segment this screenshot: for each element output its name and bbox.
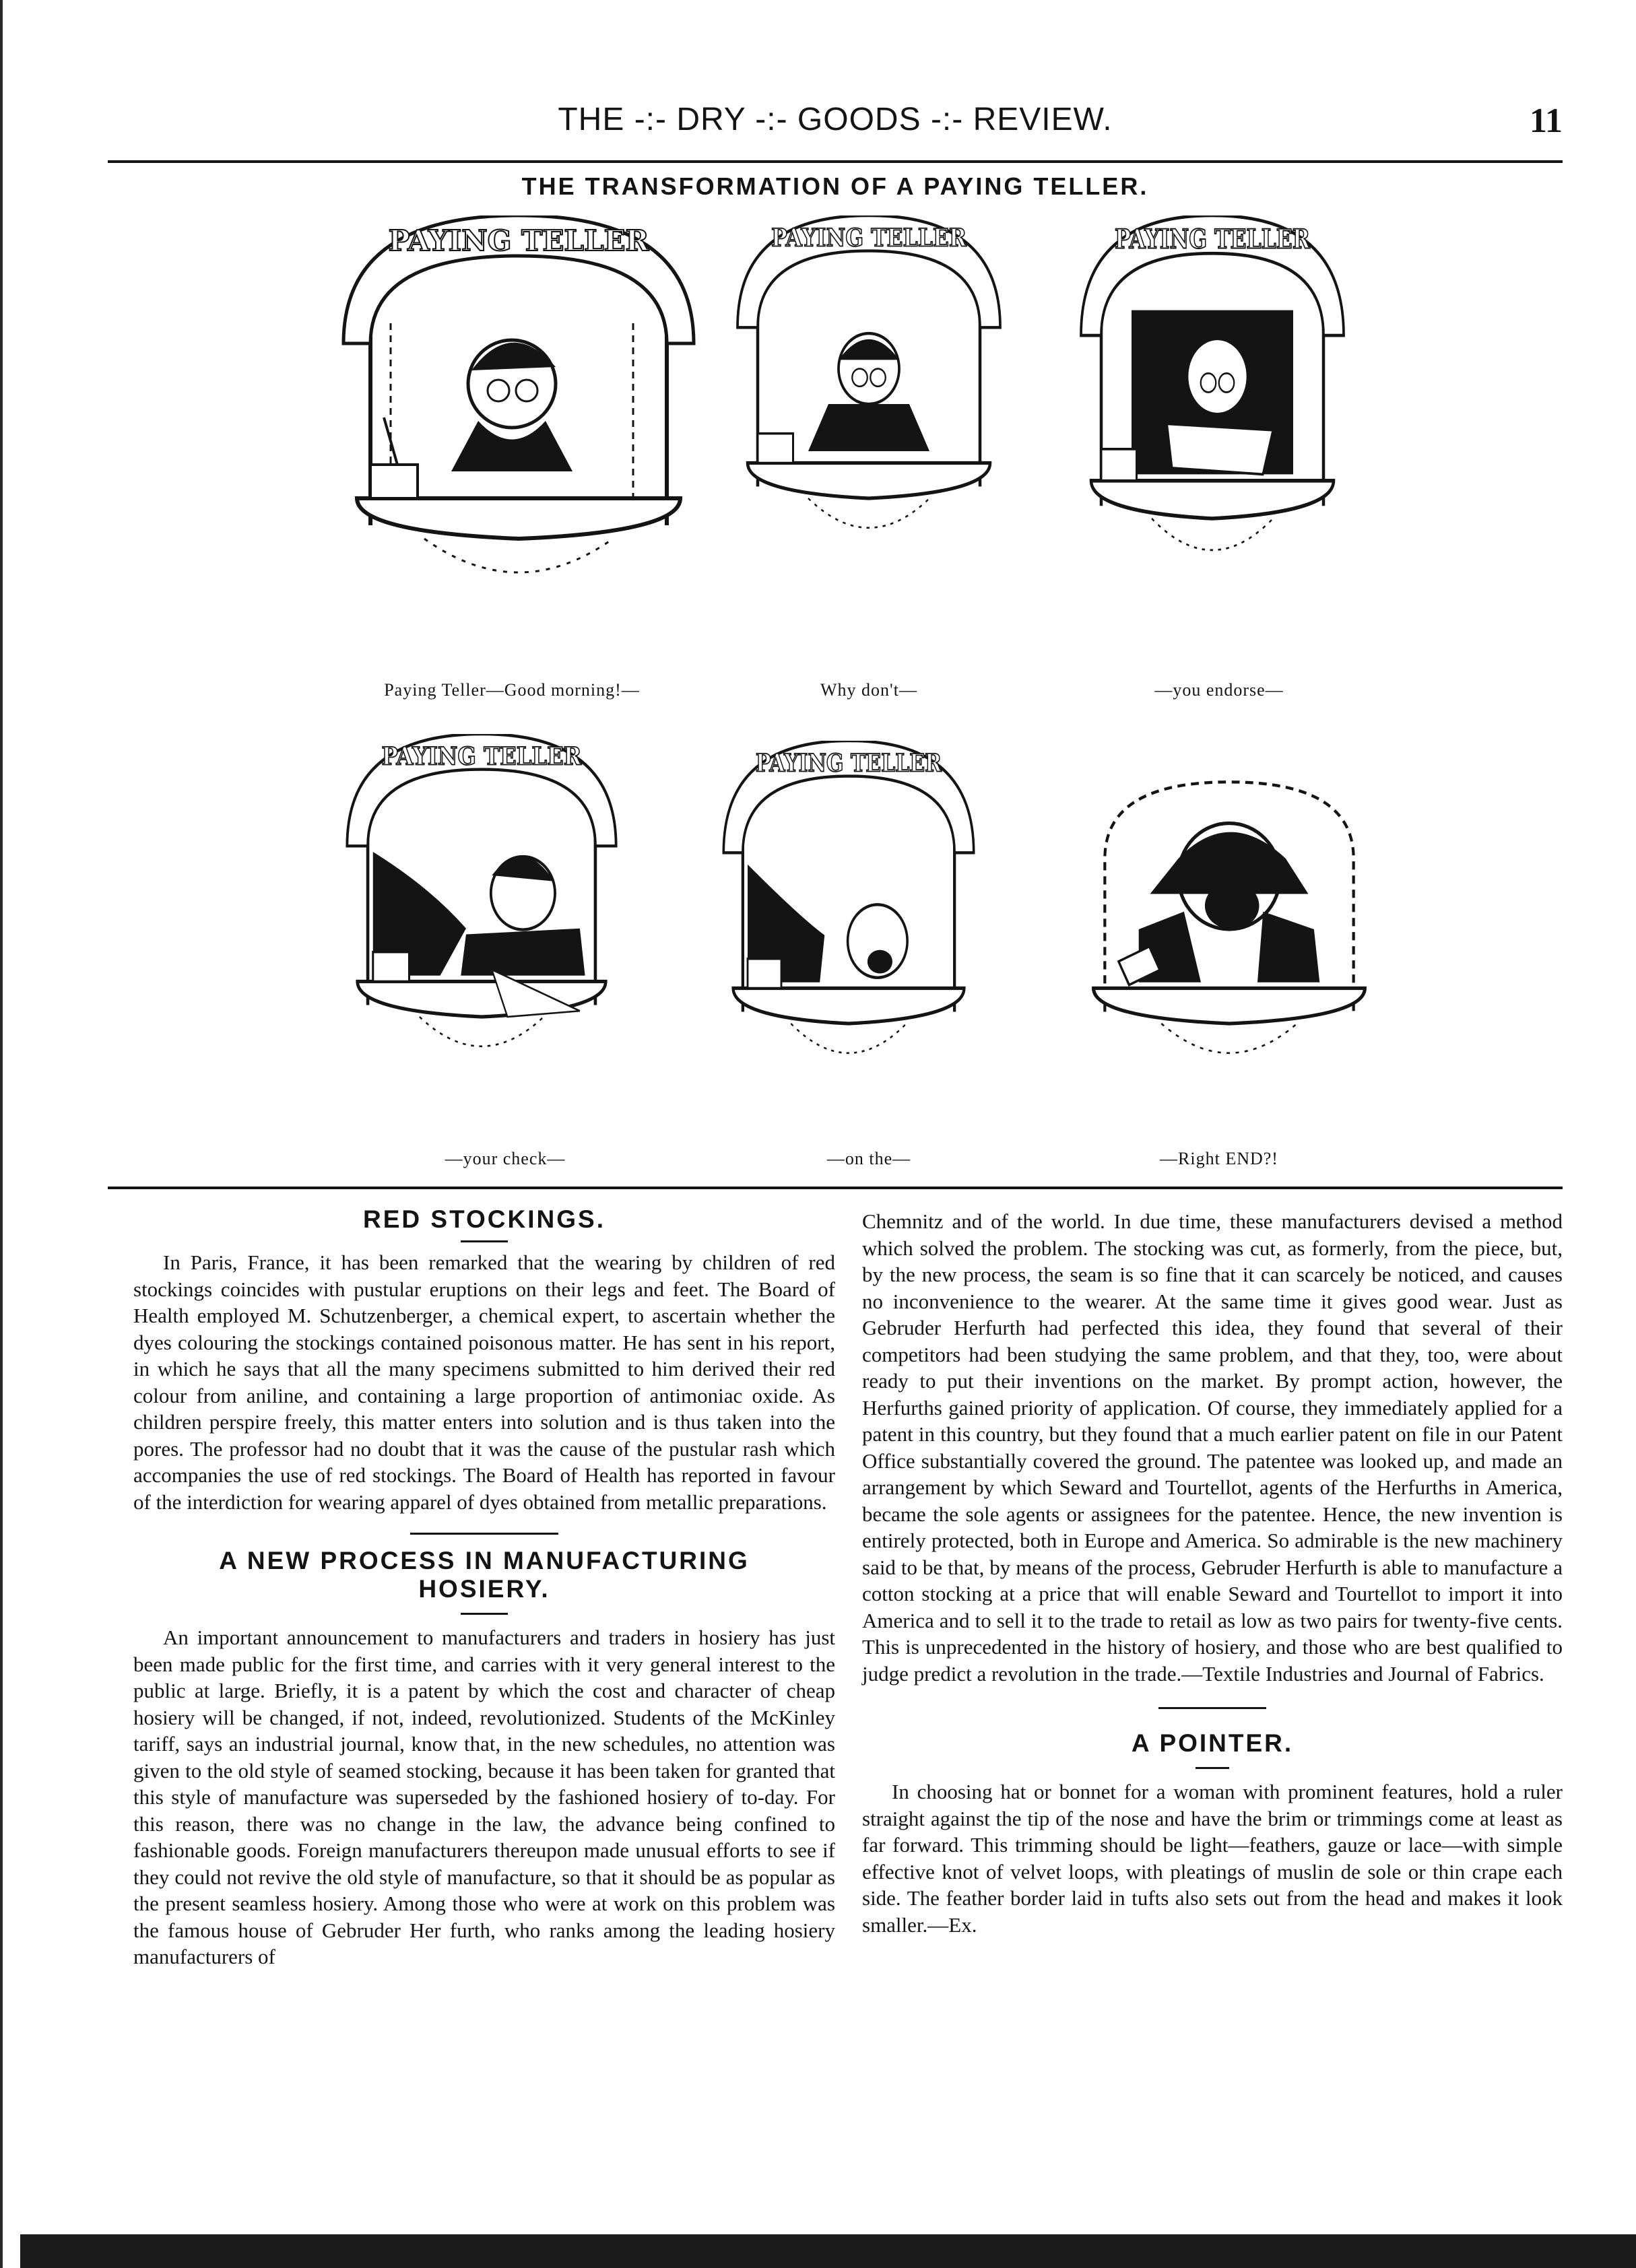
publication-title: THE -:- DRY -:- GOODS -:- REVIEW. xyxy=(558,102,1113,137)
teller-illustration xyxy=(1071,215,1354,620)
sign-text: PAYING TELLER xyxy=(771,224,967,253)
teller-illustration xyxy=(727,215,1010,593)
left-column xyxy=(133,1205,835,1970)
panel-caption: Why don't— xyxy=(820,680,917,700)
scan-edge xyxy=(0,0,3,2268)
right-column xyxy=(862,1208,1563,1938)
cartoon-panel xyxy=(330,215,707,646)
teller-illustration xyxy=(714,741,983,1118)
page-number: 11 xyxy=(1529,102,1563,140)
article-heading: A POINTER. xyxy=(1131,1729,1294,1757)
section-rule xyxy=(108,1187,1563,1189)
article-heading: A NEW PROCESS IN MANUFACTURING HOSIERY. xyxy=(219,1547,750,1603)
heading-dash xyxy=(461,1613,508,1615)
article-body: In Paris, France, it has been remarked that the wearing by children of red stockings coincides with pustular eruptions on their legs and feet. The Board of Health employed M. Schutzenberger, a chemical expert, to ascertain whether the dyes colouring the stockings contained poisonous matter. He has sent in his report, in which he says that all the many specimens submitted to him derived their red colour from aniline, and containing a large proportion of antimoniac oxide. As children perspire freely, this matter enters into solution and is thus taken into the pores. The professor had no doubt that it was the cause of the pustular rash which accompanies the use of red stockings. The Board of Health has reported in favour of the interdiction for wearing apparel of dyes obtained from metallic preparations. xyxy=(133,1250,835,1514)
cartoon-panel xyxy=(1071,741,1387,1118)
sign-text: PAYING TELLER xyxy=(755,748,942,778)
cartoon-panel xyxy=(714,741,983,1118)
panel-caption: —Right END?! xyxy=(1160,1149,1278,1168)
article-body: In choosing hat or bonnet for a woman with prominent features, hold a ruler straight against the tip of the nose and have the brim or trimmings come at least as far forward. This trimming should be light—feathers, gauze or lace—with simple effective knot of velvet loops, with pleatings of muslin de sole or thin crape each side. The feather border laid in tufts also sets out from the head and makes it look smaller.—Ex. xyxy=(862,1780,1563,1937)
panel-caption: Paying Teller—Good morning!— xyxy=(384,680,640,700)
header-rule xyxy=(108,160,1563,163)
teller-illustration xyxy=(337,734,626,1111)
teller-illustration xyxy=(330,215,707,646)
article-separator xyxy=(1158,1707,1266,1709)
cartoon-title: THE TRANSFORMATION OF A PAYING TELLER. xyxy=(521,172,1149,200)
panel-caption: —you endorse— xyxy=(1154,680,1284,700)
panel-caption: —your check— xyxy=(445,1149,566,1168)
running-head xyxy=(108,101,1563,148)
article-separator xyxy=(410,1533,558,1535)
cartoon-panel xyxy=(1071,215,1354,620)
heading-dash xyxy=(461,1240,508,1242)
article-heading: RED STOCKINGS. xyxy=(363,1205,606,1233)
cartoon-panel xyxy=(727,215,1010,593)
scan-edge xyxy=(20,2234,1636,2268)
sign-text: PAYING TELLER xyxy=(388,224,649,257)
sign-text: PAYING TELLER xyxy=(381,742,582,772)
sign-text: PAYING TELLER xyxy=(1115,224,1310,255)
teller-illustration xyxy=(1071,741,1387,1118)
article-body-continued: Chemnitz and of the world. In due time, these manufacturers devised a method which solved the problem. The stocking was cut, as formerly, from the piece, but, by the new process, the seam is so fine that it can scarcely be noticed, and causes no inconvenience to the wearer. At the same time it gives good wear. Just as Gebruder Herfurth had perfected this idea, they found that several of their competitors had been studying the same problem, and that they, too, were about ready to put their inventions on the market. By prompt action, however, the Herfurths gained priority of application. Of course, they immediately applied for a patent in this country, but they found that a much earlier patent on file in our Patent Office substantially covered the ground. The patentee was looked up, and made an arrangement by which Seward and Tourtellot, agents of the Herfurths in America, became the sole agents or assignees for the patentee. Hence, the new invention is entirely protected, both in Europe and America. So admirable is the new machinery said to be that, by means of the process, Gebruder Herfurth is able to manufacture a cotton stocking at a price that will enable Seward and Tourtellot to import it into America and to sell it to the trade to retail as low as two pairs for twenty-five cents. This is unprecedented in the history of hosiery, and those who are best qualified to judge predict a revolution in the trade.—Textile Industries and Journal of Fabrics. xyxy=(862,1209,1563,1686)
heading-dash xyxy=(1196,1767,1229,1769)
panel-caption: —on the— xyxy=(826,1149,911,1168)
article-body: An important announcement to manufacturers and traders in hosiery has just been made public for the first time, and carries with it very general interest to the public at large. Briefly, it is a patent by which the cost and character of cheap hosiery will be changed, if not, indeed, revolutionized. Students of the McKinley tariff, says an industrial journal, know that, in the new schedules, no attention was given to the old style of seamed stocking, because it has been taken for granted that this style of manufacture was superseded by the fashioned hosiery of to-day. For this reason, there was no change in the law, the advance being confined to fashionable goods. Foreign manufacturers thereupon made unusual efforts to see if they could not revive the old style of manufacture, so that it should be as popular as the present seamless hosiery. Among those who were at work on this problem was the famous house of Gebruder Her furth, who ranks among the leading hosiery manufacturers of xyxy=(133,1626,835,1968)
cartoon-panel xyxy=(337,734,626,1111)
